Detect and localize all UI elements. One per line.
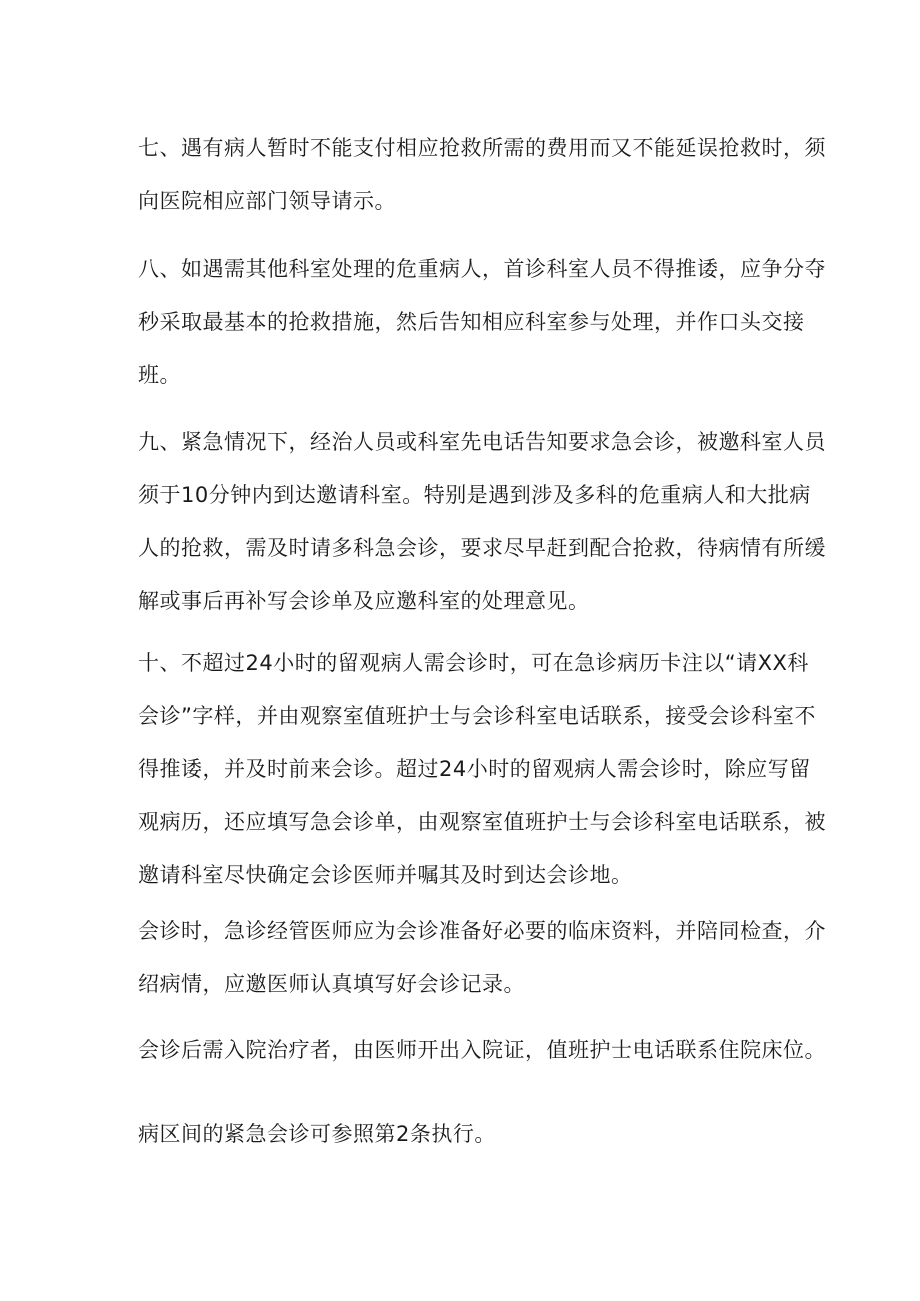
text-line: 邀请科室尽快确定会诊医师并嘱其及时到达会诊地。 — [138, 863, 633, 887]
paragraph-8 — [138, 243, 826, 402]
text-line: 秒采取最基本的抢救措施，然后告知相应科室参与处理，并作口头交接 — [138, 310, 805, 334]
text-line: 会诊时，急诊经管医师应为会诊准备好必要的临床资料，并陪同检查，介 — [138, 919, 826, 943]
paragraph-7 — [138, 122, 826, 228]
paragraph-ward-consultation — [138, 1108, 788, 1161]
text-line: 向医院相应部门领导请示。 — [138, 189, 396, 213]
text-line: 解或事后再补写会诊单及应邀科室的处理意见。 — [138, 589, 590, 613]
paragraph-9 — [138, 416, 826, 628]
text-line: 绍病情，应邀医师认真填写好会诊记录。 — [138, 972, 525, 996]
text-line: 得推诿，并及时前来会诊。超过24小时的留观病人需会诊时，除应写留 — [138, 757, 811, 781]
paragraph-consultation — [138, 905, 826, 1011]
text-line: 八、如遇需其他科室处理的危重病人，首诊科室人员不得推诿，应争分夺 — [138, 257, 826, 281]
paragraph-10 — [138, 637, 826, 902]
text-line: 会诊”字样，并由观察室值班护士与会诊科室电话联系，接受会诊科室不 — [138, 704, 816, 728]
text-line: 人的抢救，需及时请多科急会诊，要求尽早赶到配合抢救，待病情有所缓 — [138, 536, 826, 560]
text-line: 七、遇有病人暂时不能支付相应抢救所需的费用而又不能延误抢救时，须 — [138, 136, 826, 160]
paragraph-admission — [138, 1024, 826, 1077]
text-line: 九、紧急情况下，经治人员或科室先电话告知要求急会诊，被邀科室人员 — [138, 430, 826, 454]
text-line: 十、不超过24小时的留观病人需会诊时，可在急诊病历卡注以“请XX科 — [138, 651, 809, 675]
text-line: 观病历，还应填写急会诊单，由观察室值班护士与会诊科室电话联系，被 — [138, 810, 826, 834]
text-line: 班。 — [138, 363, 181, 387]
text-line: 病区间的紧急会诊可参照第2条执行。 — [138, 1122, 496, 1146]
text-line: 须于10分钟内到达邀请科室。特别是遇到涉及多科的危重病人和大批病 — [138, 483, 811, 507]
text-line: 会诊后需入院治疗者，由医师开出入院证，值班护士电话联系住院床位。 — [138, 1038, 826, 1062]
